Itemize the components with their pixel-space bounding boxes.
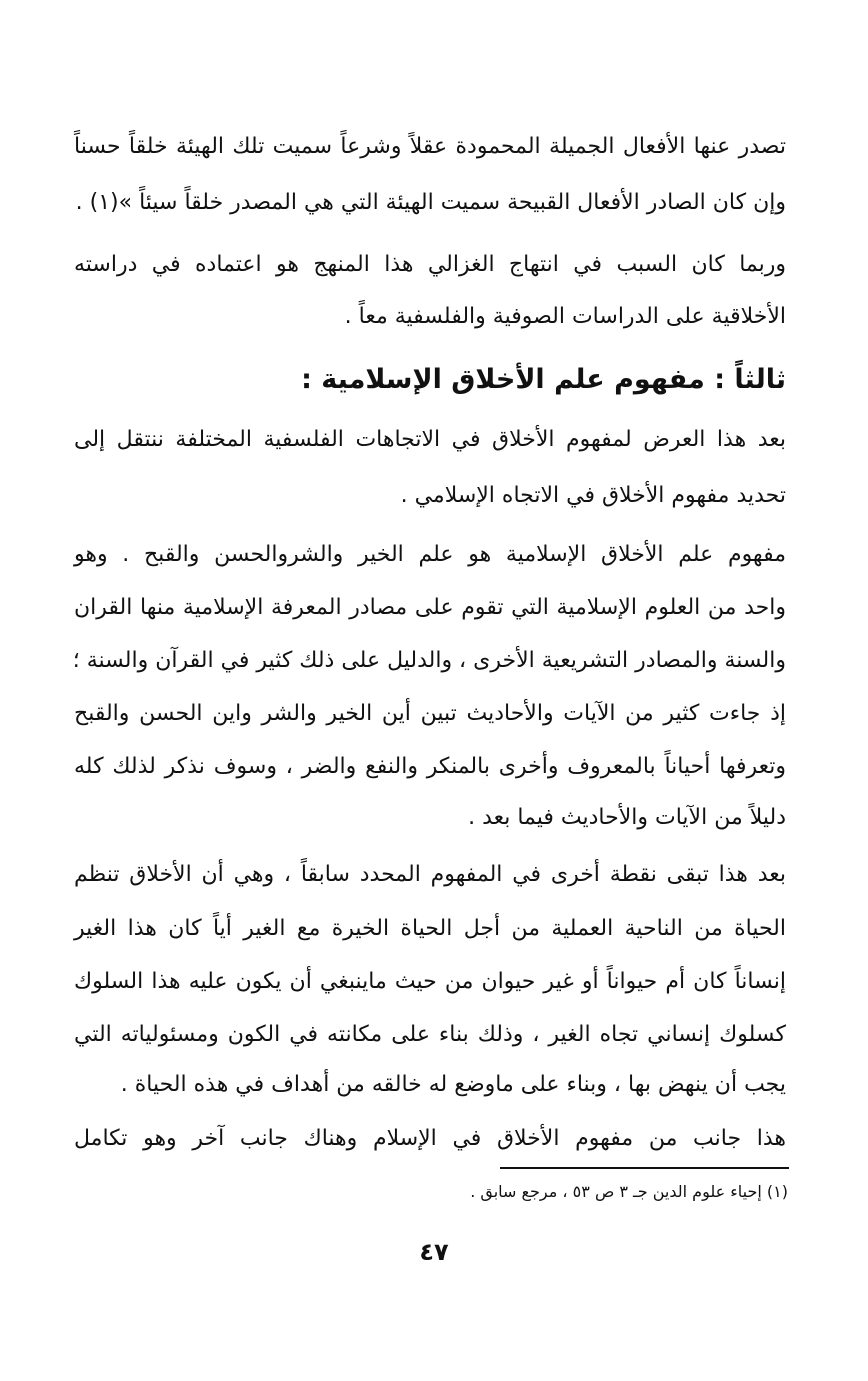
paragraph-4-line-4: إذ جاءت كثير من الآيات والأحاديث تبين أين الخير والشر واين الحسن والقبح bbox=[74, 701, 786, 726]
paragraph-3-line-1: بعد هذا العرض لمفهوم الأخلاق في الاتجاهات الفلسفية المختلفة ننتقل إلى bbox=[74, 427, 786, 452]
paragraph-2-line-2: الأخلاقية على الدراسات الصوفية والفلسفية معاً . bbox=[344, 304, 786, 329]
footnote-separator bbox=[500, 1167, 789, 1169]
paragraph-4-line-3: والسنة والمصادر التشريعية الأخرى ، والدليل على ذلك كثير في القرآن والسنة ؛ bbox=[72, 648, 786, 673]
paragraph-1-line-1: تصدر عنها الأفعال الجميلة المحمودة عقلاً وشرعاً سميت تلك الهيئة خلقاً حسناً bbox=[74, 134, 786, 159]
paragraph-1-line-2: وإن كان الصادر الأفعال القبيحة سميت الهيئة التي هي المصدر خلقاً سيئاً »(١) . bbox=[75, 190, 786, 215]
section-heading: ثالثاً : مفهوم علم الأخلاق الإسلامية : bbox=[301, 364, 786, 395]
page-number: ٤٧ bbox=[419, 1238, 449, 1266]
paragraph-4-line-5: وتعرفها أحياناً بالمعروف وأخرى بالمنكر والنفع والضر ، وسوف نذكر لذلك كله bbox=[74, 754, 786, 779]
paragraph-5-line-5: يجب أن ينهض بها ، وبناء على ماوضع له خالقه من أهداف في هذه الحياة . bbox=[120, 1072, 786, 1097]
paragraph-4-line-1: مفهوم علم الأخلاق الإسلامية هو علم الخير والشروالحسن والقبح . وهو bbox=[74, 542, 786, 567]
paragraph-4-line-2: واحد من العلوم الإسلامية التي تقوم على مصادر المعرفة الإسلامية منها القران bbox=[74, 595, 786, 620]
paragraph-5-line-3: إنساناً كان أم حيواناً أو غير حيوان من حيث ماينبغي أن يكون عليه هذا السلوك bbox=[74, 969, 786, 994]
footnote: (١) إحياء علوم الدين جـ ٣ ص ٥٣ ، مرجع سابق . bbox=[470, 1182, 788, 1201]
paragraph-5-line-2: الحياة من الناحية العملية من أجل الحياة الخيرة مع الغير أياً كان هذا الغير bbox=[74, 916, 786, 941]
paragraph-2-line-1: وربما كان السبب في انتهاج الغزالي هذا المنهج هو اعتماده في دراسته bbox=[74, 252, 786, 277]
paragraph-5-line-1: بعد هذا تبقى نقطة أخرى في المفهوم المحدد سابقاً ، وهي أن الأخلاق تنظم bbox=[74, 862, 786, 887]
paragraph-5-line-4: كسلوك إنساني تجاه الغير ، وذلك بناء على مكانته في الكون ومسئولياته التي bbox=[74, 1022, 786, 1047]
paragraph-6-line-1: هذا جانب من مفهوم الأخلاق في الإسلام وهناك جانب آخر وهو تكامل bbox=[74, 1126, 786, 1151]
paragraph-4-line-6: دليلاً من الآيات والأحاديث فيما بعد . bbox=[468, 805, 786, 830]
paragraph-3-line-2: تحديد مفهوم الأخلاق في الاتجاه الإسلامي . bbox=[400, 483, 786, 508]
